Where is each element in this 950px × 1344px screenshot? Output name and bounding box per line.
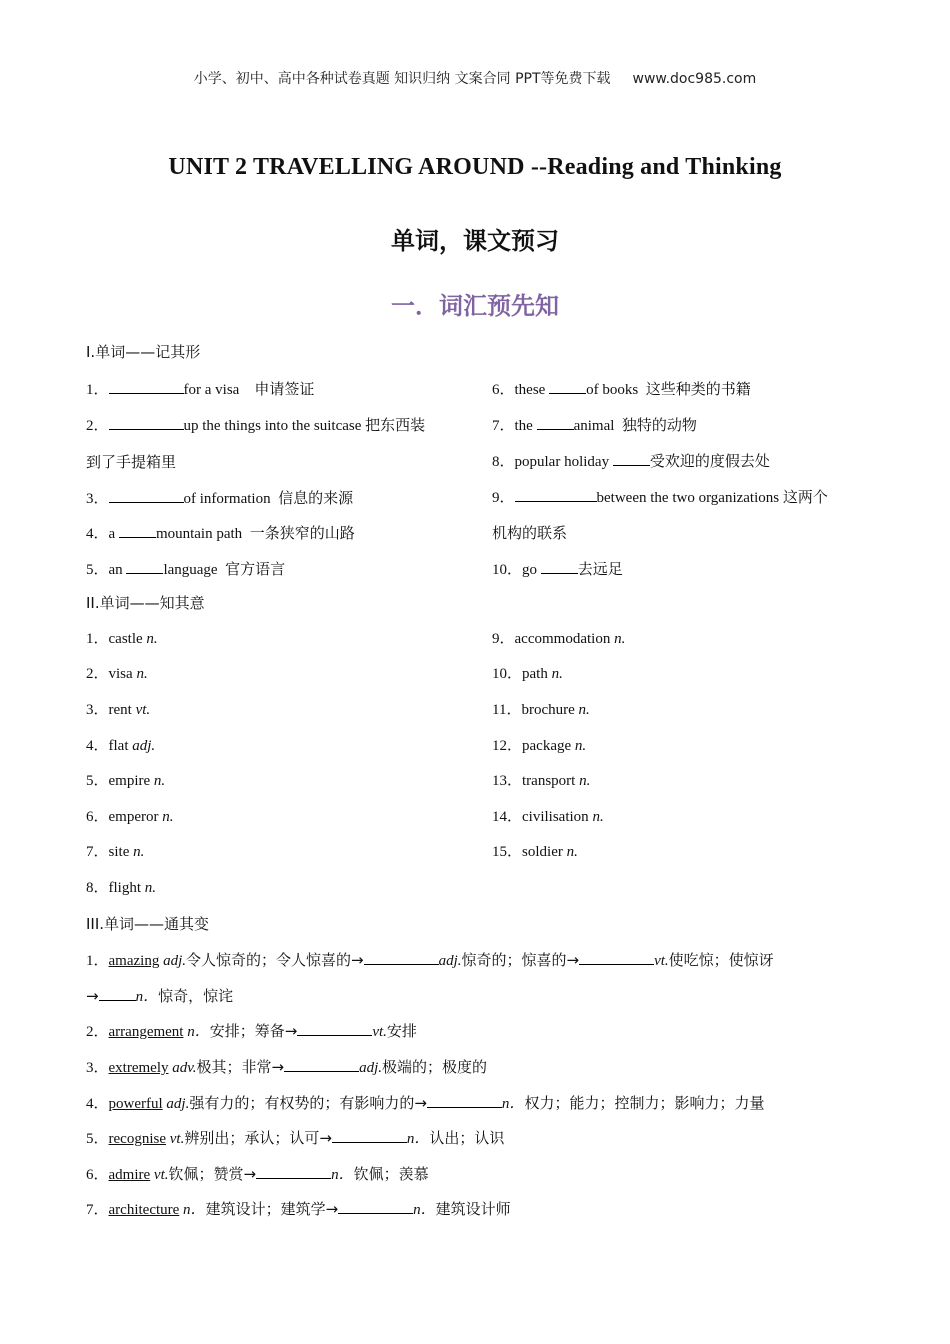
- list-item: 3．rent vt.: [86, 702, 151, 718]
- page-subtitle: 单词，课文预习: [391, 227, 559, 255]
- list-item: 5．an language 官方语言: [86, 560, 286, 578]
- list-item: 9． between the two organizations 这两个: [492, 488, 828, 506]
- list-item: 8．flight n.: [86, 880, 157, 896]
- list-item: 4．flat adj.: [86, 738, 156, 754]
- header-text: 小学、初中、高中各种试卷真题 知识归纳 文案合同 PPT等免费下载: [193, 71, 611, 87]
- list-item-continued: 机构的联系: [492, 524, 568, 542]
- list-item: 10．path n.: [492, 666, 563, 682]
- list-item: 14．civilisation n.: [492, 809, 604, 825]
- list-item: 3．extremely adv.极其；非常→ adj.极端的；极度的: [86, 1058, 488, 1076]
- list-item: 2．arrangement n．安排；筹备→ vt.安排: [86, 1022, 417, 1040]
- list-item: 1． for a visa 申请签证: [86, 380, 315, 398]
- list-item: 12．package n.: [492, 738, 587, 754]
- list-item-continued: 到了手提箱里: [86, 453, 177, 471]
- part2-heading: II.单词——知其意: [86, 594, 205, 612]
- list-item: 3． of information 信息的来源: [86, 489, 354, 507]
- list-item: 7．architecture n．建筑设计；建筑学→ n．建筑设计师: [86, 1200, 511, 1218]
- list-item: 7．the animal 独特的动物: [492, 416, 697, 434]
- list-item: 2．visa n.: [86, 666, 148, 682]
- list-item: 4．a mountain path 一条狭窄的山路: [86, 524, 355, 542]
- header-site: www.doc985.com: [632, 71, 757, 87]
- list-item: 10．go 去远足: [492, 560, 623, 578]
- list-item: 11．brochure n.: [492, 702, 590, 718]
- list-item: 6．these of books 这些种类的书籍: [492, 380, 751, 398]
- list-item: 1．castle n.: [86, 631, 158, 647]
- list-item: 5．recognise vt.辨别出；承认；认可→ n．认出；认识: [86, 1129, 505, 1147]
- list-item: 9．accommodation n.: [492, 631, 626, 647]
- list-item: 6．emperor n.: [86, 809, 174, 825]
- page-header: [0, 68, 950, 88]
- list-item: 2． up the things into the suitcase 把东西装: [86, 416, 426, 434]
- list-item: 15．soldier n.: [492, 844, 578, 860]
- part1-heading: I.单词——记其形: [86, 343, 201, 361]
- page-title: UNIT 2 TRAVELLING AROUND --Reading and Thinking: [168, 154, 782, 180]
- list-item: 6．admire vt.钦佩；赞赏→ n．钦佩；羡慕: [86, 1165, 429, 1183]
- section-title: 一．词汇预先知: [391, 292, 559, 320]
- list-item: 5．empire n.: [86, 773, 166, 789]
- list-item: 8．popular holiday 受欢迎的度假去处: [492, 452, 770, 470]
- list-item: 7．site n.: [86, 844, 145, 860]
- list-item-continued: → n．惊奇，惊诧: [86, 987, 234, 1005]
- list-item: 13．transport n.: [492, 773, 591, 789]
- list-item: 1．amazing adj.令人惊奇的；令人惊喜的→ adj.惊奇的；惊喜的→ vt.使吃惊；使惊讶: [86, 951, 774, 969]
- part3-heading: III.单词——通其变: [86, 915, 210, 933]
- list-item: 4．powerful adj.强有力的；有权势的；有影响力的→ n．权力；能力；控制力；影响力；力量: [86, 1094, 765, 1112]
